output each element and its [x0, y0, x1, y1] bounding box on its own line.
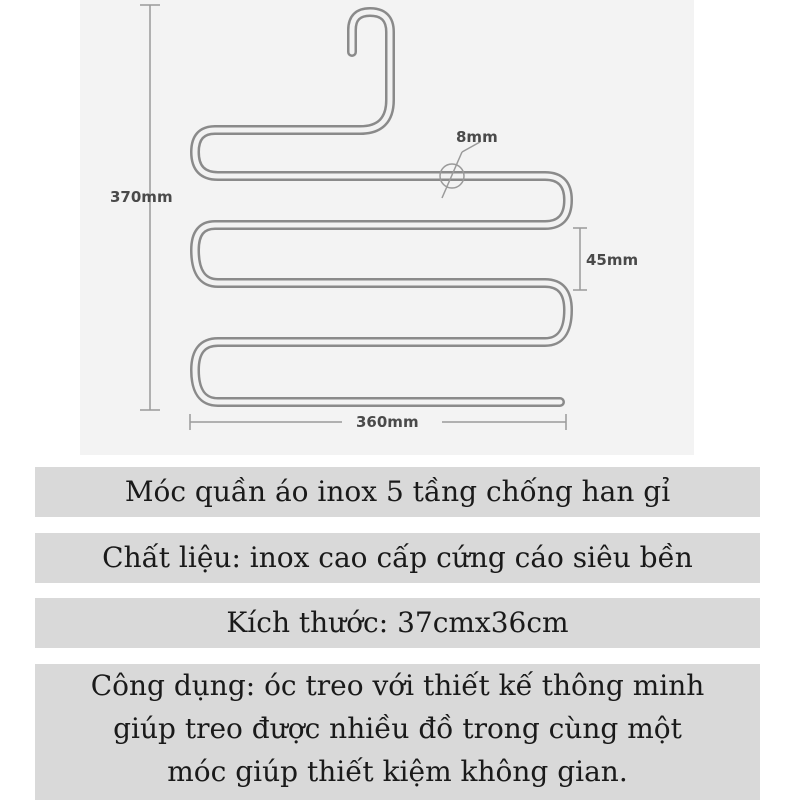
- hanger-shape: [195, 12, 568, 402]
- size-band: [35, 598, 760, 648]
- product-title: Móc quần áo inox 5 tầng chống han gỉ: [124, 475, 671, 508]
- diameter-label: 8mm: [456, 128, 498, 146]
- size-text: Kích thước: 37cmx36cm: [226, 606, 569, 639]
- usage-line-3: móc giúp thiết kiệm không gian.: [167, 755, 628, 788]
- product-title-band: [35, 467, 760, 517]
- hanger-illustration: [80, 0, 694, 455]
- diameter-marker: [440, 142, 480, 198]
- tier-gap-dimension-line: [573, 228, 587, 290]
- width-label: 360mm: [356, 413, 419, 431]
- usage-line-2: giúp treo được nhiều đồ trong cùng một: [113, 712, 682, 745]
- height-label: 370mm: [110, 188, 173, 206]
- product-photo: [80, 0, 694, 455]
- tier-gap-label: 45mm: [586, 251, 639, 269]
- usage-band: [35, 664, 760, 800]
- usage-line-1: Công dụng: óc treo với thiết kế thông minh: [90, 669, 705, 702]
- height-dimension-line: [140, 5, 160, 410]
- material-band: [35, 533, 760, 583]
- material-text: Chất liệu: inox cao cấp cứng cáo siêu bền: [102, 541, 693, 574]
